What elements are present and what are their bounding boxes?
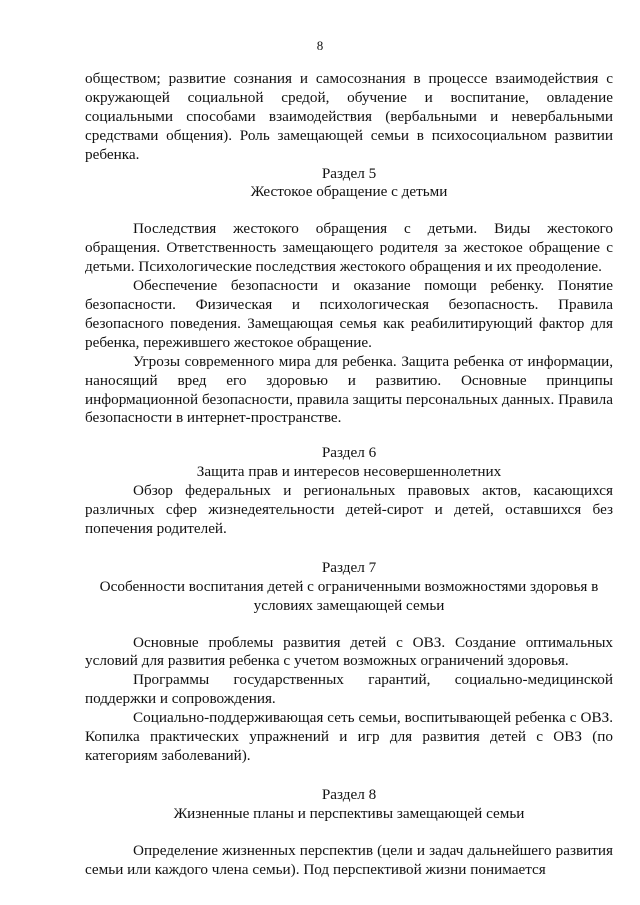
- section-7-paragraph: Социально-поддерживающая сеть семьи, воспитывающей ребенка с ОВЗ. Копилка практических упражнений и игр для развития детей с ОВЗ (по категориям заболеваний).: [85, 709, 613, 764]
- document-body: [85, 70, 613, 880]
- section-7-heading: Раздел 7: [321, 558, 377, 576]
- intro-paragraph: обществом; развитие сознания и самосознания в процессе взаимодействия с окружающей социальной средой, обучение и воспитание, овладение социальными способами взаимодействия (вербальными и невербальными средствами общения). Роль замещающей семьи в психосоциальном развитии ребенка.: [85, 70, 613, 163]
- section-7-title: Особенности воспитания детей с ограниченными возможностями здоровья в условиях замещающей семьи: [99, 577, 599, 614]
- section-8-paragraph: Определение жизненных перспектив (цели и задач дальнейшего развития семьи или каждого члена семьи). Под перспективой жизни понимается: [85, 841, 613, 878]
- section-5-heading: Раздел 5: [321, 164, 377, 182]
- section-5-paragraph: Обеспечение безопасности и оказание помощи ребенку. Понятие безопасности. Физическая и психологическая безопасность. Правила безопасного поведения. Замещающая семья как реабилитирующий фактор для ребенка, пережившего жестокое обращение.: [85, 277, 613, 351]
- section-6-heading: Раздел 6: [321, 444, 377, 462]
- section-8-heading: Раздел 8: [321, 785, 377, 803]
- section-6-paragraph: Обзор федеральных и региональных правовых актов, касающихся различных сфер жизнедеятельности детей-сирот и детей, оставшихся без попечения родителей.: [85, 482, 613, 537]
- section-5-paragraph: Последствия жестокого обращения с детьми. Виды жестокого обращения. Ответственность замещающего родителя за жестокое обращение с детьми. Психологические последствия жестокого обращения и их преодоление.: [85, 220, 613, 276]
- section-6-title: Защита прав и интересов несовершеннолетних: [196, 463, 502, 481]
- section-5-title: Жестокое обращение с детьми: [250, 183, 448, 201]
- section-7-paragraph: Основные проблемы развития детей с ОВЗ. Создание оптимальных условий для развития ребенка с учетом возможных ограничений здоровья.: [85, 633, 613, 670]
- page-number: 8: [316, 38, 324, 53]
- section-7-paragraph: Программы государственных гарантий, социально-медицинской поддержки и сопровождения.: [85, 671, 613, 708]
- section-5-paragraph: Угрозы современного мира для ребенка. Защита ребенка от информации, наносящий вред его здоровью и развитию. Основные принципы информационной безопасности, правила защиты персональных данных. Правила безопасности в интернет-пространстве.: [85, 352, 613, 427]
- section-8-title: Жизненные планы и перспективы замещающей семьи: [173, 804, 525, 822]
